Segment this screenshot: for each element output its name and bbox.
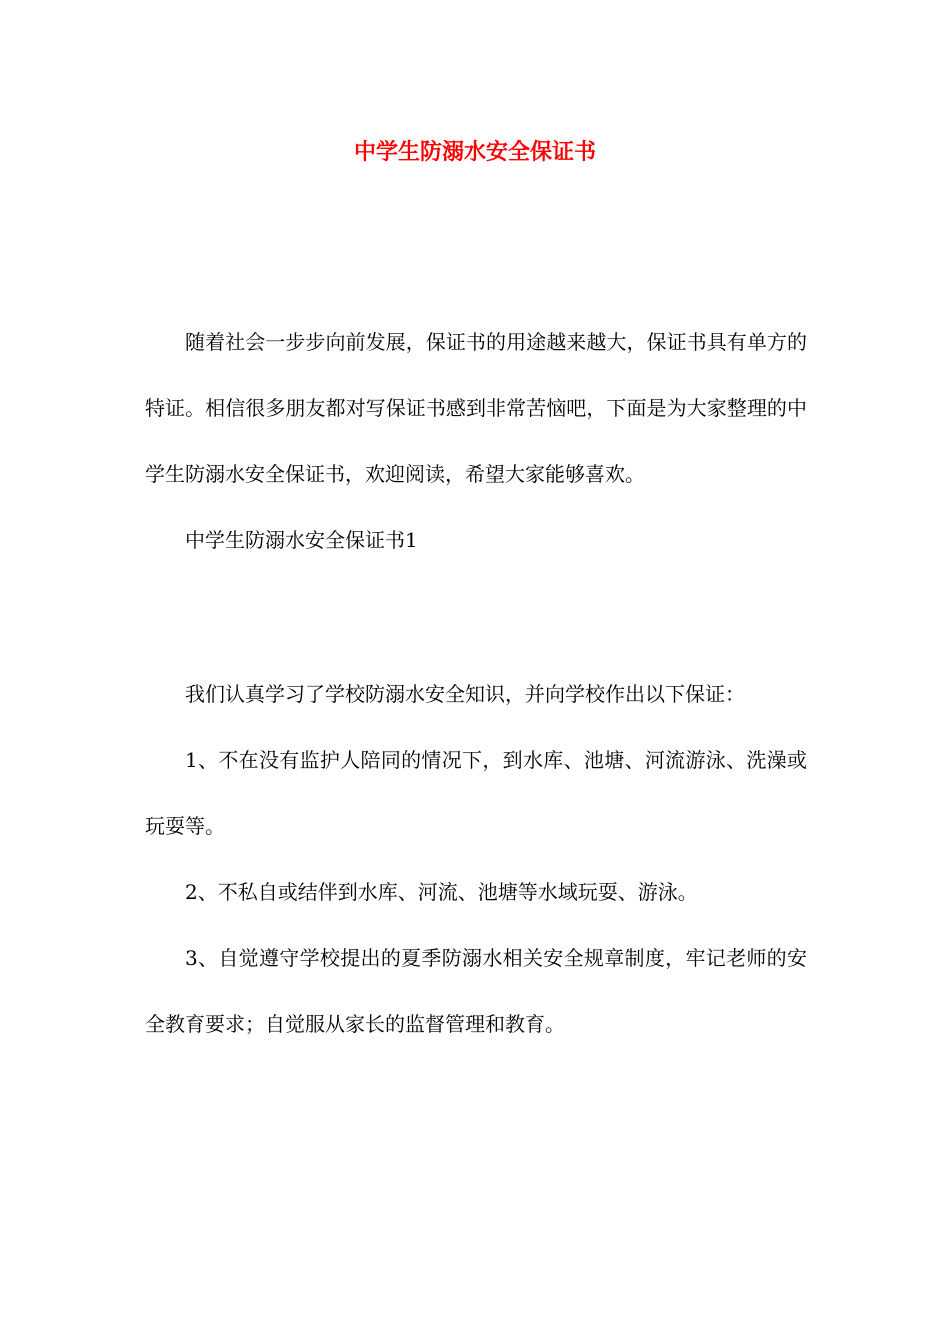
pledge-item-1: 1、不在没有监护人陪同的情况下，到水库、池塘、河流游泳、洗澡或玩耍等。: [145, 748, 807, 838]
document-title: 中学生防溺水安全保证书: [353, 139, 596, 165]
pledge-item-2: 2、不私自或结伴到水库、河流、池塘等水域玩耍、游泳。: [185, 880, 698, 904]
document-body: [145, 309, 807, 1057]
section-heading: 中学生防溺水安全保证书1: [185, 528, 418, 552]
pledge-item-3: 3、自觉遵守学校提出的夏季防溺水相关安全规章制度，牢记老师的安全教育要求；自觉服从家长的监督管理和教育。: [145, 946, 807, 1036]
section-spacer: [145, 573, 807, 661]
pledge-intro-paragraph: 我们认真学习了学校防溺水安全知识，并向学校作出以下保证：: [185, 682, 745, 706]
intro-paragraph: 随着社会一步步向前发展，保证书的用途越来越大，保证书具有单方的特证。相信很多朋友都对写保证书感到非常苦恼吧，下面是为大家整理的中学生防溺水安全保证书，欢迎阅读，希望大家能够喜欢。: [145, 330, 807, 486]
